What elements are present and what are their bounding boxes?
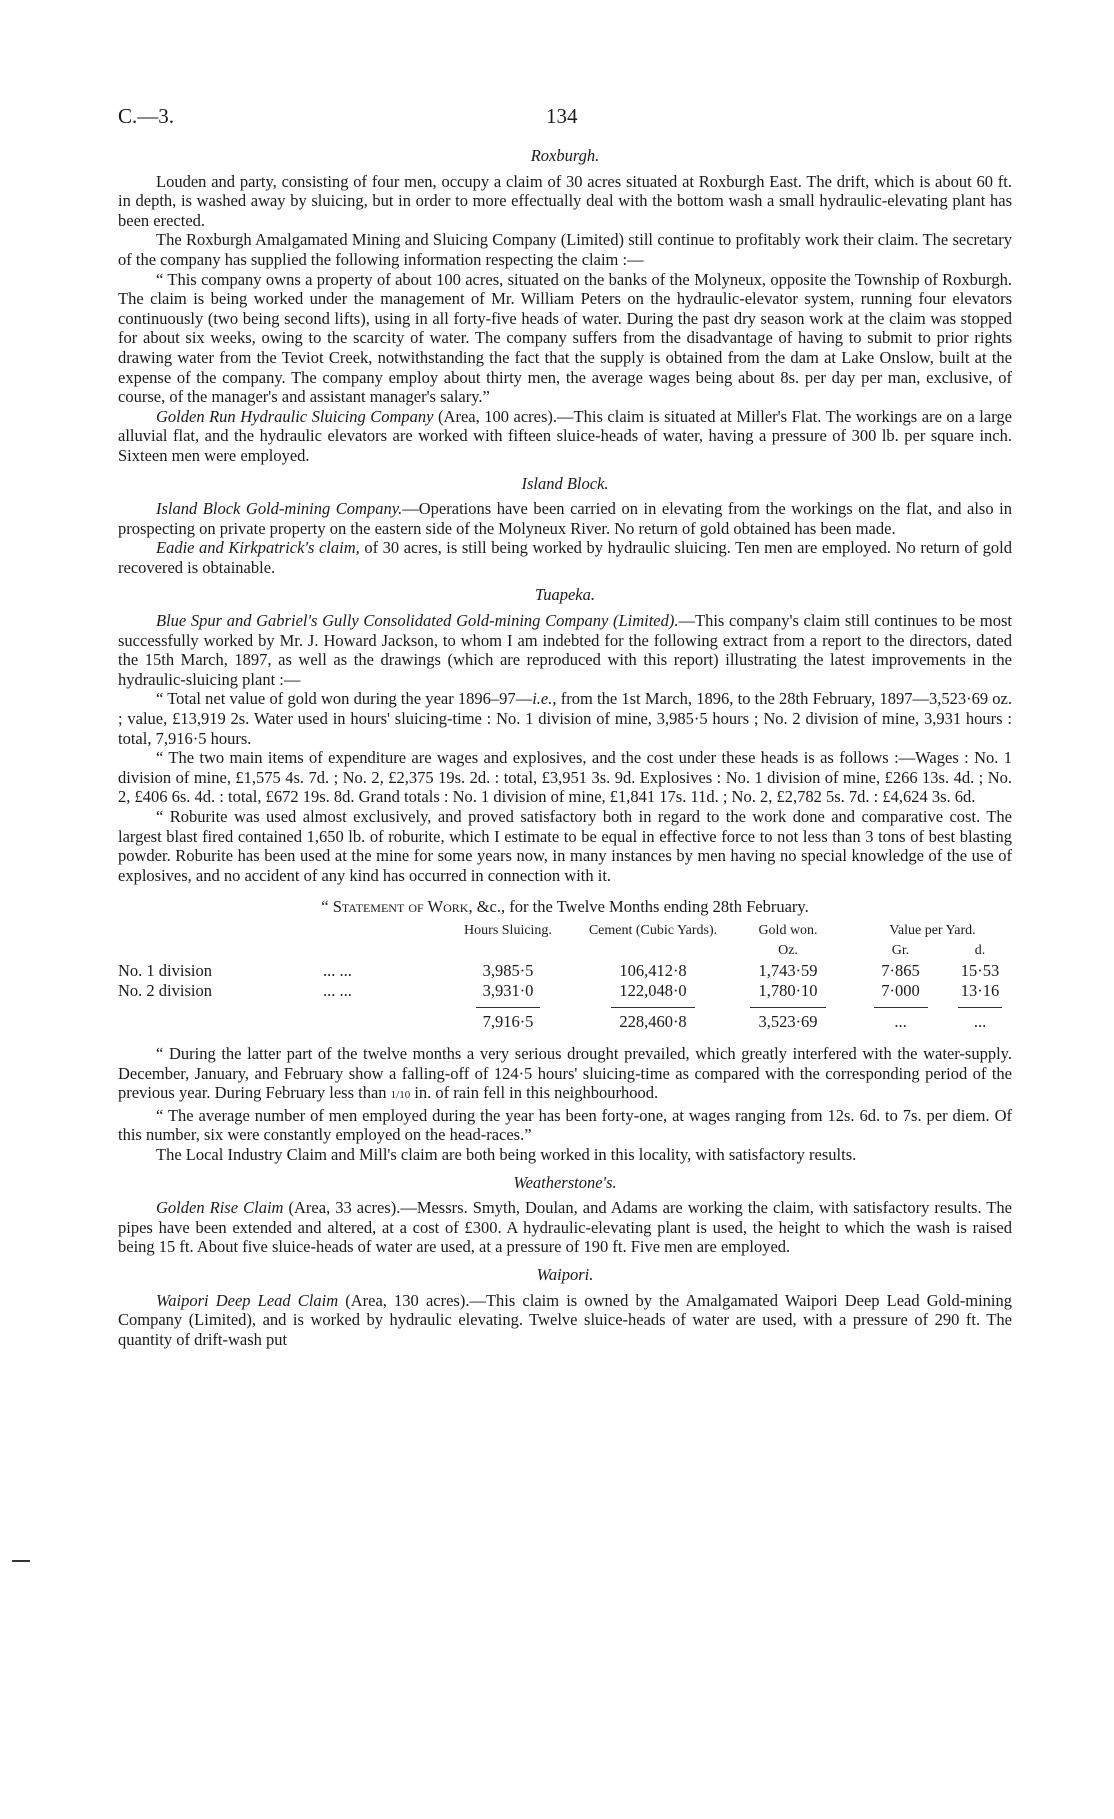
cell-gr: 7·000 xyxy=(881,980,920,1000)
quoted-paragraph xyxy=(118,1044,1012,1106)
claim-text: (Area, 33 acres).—Messrs. Smyth, Doulan, and Adams are working the claim, with satisfactory results. The pipes have been extended and altered, at a cost of £300. A hydraulic-elevating plant is used, the height to which the wash is raised being 15 ft. About five sluice-heads of water are used, at a pressure of 190 ft. Five men are employed. xyxy=(118,1198,1013,1257)
total-gold: 3,523·69 xyxy=(758,1011,818,1031)
cell-cement: 122,048·0 xyxy=(619,980,687,1000)
page-body xyxy=(118,146,1012,1349)
row-label: No. 1 division xyxy=(118,960,212,980)
claim-text: —This company's claim still continues to be most successfully worked by Mr. J. Howard Jackson, to whom I am indebted for the following extract from a report to the directors, dated the 15th March, 1897, as well as the drawings (which are reproduced with this report) illustrating the latest improvements in the hydraulic-sluicing plant :— xyxy=(118,611,1013,689)
quoted-paragraph: “ The average number of men employed during the year has been forty-one, at wages ranging from 12s. 6d. to 7s. per diem. Of this number, six were constantly employed on the head-races.” xyxy=(118,1105,1012,1145)
fraction: 1/10 xyxy=(390,1089,411,1102)
claim-title: Golden Rise Claim xyxy=(156,1198,284,1218)
unit-d: d. xyxy=(974,942,986,958)
cell-hours: 3,931·0 xyxy=(482,980,534,1000)
unit-gr: Gr. xyxy=(891,942,910,958)
quoted-paragraph: “ This company owns a property of about 100 acres, situated on the banks of the Molyneux, opposite the Township of Roxburgh. The claim is being worked under the management of Mr. William Peters on the hydraulic-elevator system, running four elevators continuously (two being second lifts), using in all forty-five heads of water. During the past dry season work at the claim was stopped for about six weeks, owing to the scarcity of water. The company suffers from the disadvantage of having to submit to prior rights drawing water from the Teviot Creek, notwithstanding the fact that the supply is obtained from the dam at Lake Onslow, built at the expense of the company. The company employ about thirty men, the average wages being about 8s. per day per man, exclusive, of course, of the manager's and assistant manager's salary.” xyxy=(118,269,1012,407)
claim-text: (Area, 100 acres).—This claim is situated at Miller's Flat. The workings are on a large alluvial flat, and the hydraulic elevators are worked with fifteen sluice-heads of water, having a pressure of 300 lb. per square inch. Sixteen men were employed. xyxy=(118,406,1012,465)
leader-dots: ... ... xyxy=(323,980,352,1000)
cell-gold: 1,780·10 xyxy=(758,980,818,1000)
table-units-row xyxy=(118,941,1012,961)
paragraph: The Roxburgh Amalgamated Mining and Sluicing Company (Limited) still continue to profitably work their claim. The secretary of the company has supplied the following information respecting the claim :— xyxy=(118,230,1012,269)
cell-gold: 1,743·59 xyxy=(758,960,818,980)
claim-title: Waipori Deep Lead Claim xyxy=(156,1290,339,1310)
total-gr: ... xyxy=(894,1011,907,1031)
cell-d: 15·53 xyxy=(960,960,1000,980)
claim-title: Eadie and Kirkpatrick's claim, xyxy=(156,538,360,558)
claim-text: of 30 acres, is still being worked by hydraulic sluicing. Ten men are employed. No return of gold recovered is obtainable. xyxy=(118,538,1012,577)
total-cement: 228,460·8 xyxy=(619,1011,687,1031)
text-run: “ Total net value of gold won during the year 1896–97— xyxy=(156,689,533,709)
table-header-row xyxy=(118,921,1012,941)
claim-title: Golden Run Hydraulic Sluicing Company xyxy=(156,406,434,426)
text-run: “ During the latter part of the twelve months a very serious drought prevailed, which greatly interfered with the water-supply. December, January, and February show a falling-off of 124·5 hours' sluicing-time as compared with the corresponding period of the previous year. During February less than xyxy=(118,1043,1012,1103)
statement-title xyxy=(118,897,1012,917)
claim-text: (Area, 130 acres).—This claim is owned by the Amalgamated Waipori Deep Lead Gold-mining Company (Limited), and is worked by hydraulic elevating. Twelve sluice-heads of water are used, with a pressure of 290 ft. The quantity of drift-wash put xyxy=(118,1290,1012,1349)
row-label: No. 2 division xyxy=(118,980,212,1000)
text-run: , from the 1st March, 1896, to the 28th February, 1897—3,523·69 oz. ; value, £13,919 2s. Water used in hours' sluicing-time : No. 1 division of mine, 3,985·5 hours ; No. 2 division of mine, 3,931 hours : total, 7,916·5 hours. xyxy=(118,689,1012,748)
document-code: C.—3. xyxy=(118,104,175,128)
section-heading-roxburgh: Roxburgh. xyxy=(530,146,600,165)
col-header-cement: Cement (Cubic Yards). xyxy=(588,922,718,938)
table-row xyxy=(118,961,1012,981)
table-total-row xyxy=(118,1008,1012,1032)
col-header-value: Value per Yard. xyxy=(889,922,976,938)
paragraph xyxy=(118,611,1012,689)
text-run: in. of rain fell in this neighbourhood. xyxy=(410,1083,659,1103)
cell-gr: 7·865 xyxy=(881,960,920,980)
rule-row xyxy=(118,1001,1012,1008)
section-heading-island-block: Island Block. xyxy=(521,473,609,493)
paragraph: The Local Industry Claim and Mill's claim are both being worked in this locality, with satisfactory results. xyxy=(156,1144,857,1164)
paragraph xyxy=(118,407,1012,466)
col-header-gold: Gold won. xyxy=(758,922,818,938)
text-run: i.e. xyxy=(532,689,553,709)
statement-table xyxy=(118,921,1012,1032)
table-row xyxy=(118,981,1012,1001)
quoted-paragraph xyxy=(118,689,1012,748)
claim-text: —Operations have been carried on in elevating from the workings on the flat, and also in prospecting on private property on the eastern side of the Molyneux River. No return of gold obtained has been made. xyxy=(118,499,1012,538)
paragraph: Louden and party, consisting of four men, occupy a claim of 30 acres situated at Roxburgh East. The drift, which is about 60 ft. in depth, is washed away by sluicing, but in order to more effectually deal with the bottom wash a small hydraulic-elevating plant has been erected. xyxy=(118,171,1012,230)
cell-hours: 3,985·5 xyxy=(482,960,534,980)
unit-oz: Oz. xyxy=(778,942,798,958)
paragraph xyxy=(118,538,1012,577)
total-d: ... xyxy=(973,1011,987,1031)
claim-title: Blue Spur and Gabriel's Gully Consolidated Gold-mining Company (Limited). xyxy=(156,611,679,631)
margin-mark xyxy=(12,1560,30,1562)
section-heading-tuapeka: Tuapeka. xyxy=(534,585,596,605)
statement-title-rest: &c., for the Twelve Months ending 28th February. xyxy=(472,897,809,917)
paragraph xyxy=(118,1291,1012,1350)
cell-cement: 106,412·8 xyxy=(619,960,687,980)
col-header-hours: Hours Sluicing. xyxy=(464,922,552,938)
page-number: 134 xyxy=(546,104,578,128)
statement-title-smallcaps: “ Statement of Work, xyxy=(321,897,473,917)
section-heading-weatherstones: Weatherstone's. xyxy=(513,1172,617,1192)
paragraph xyxy=(118,1198,1012,1257)
cell-d: 13·16 xyxy=(960,980,1000,1000)
leader-dots: ... ... xyxy=(323,960,352,980)
claim-title: Island Block Gold-mining Company. xyxy=(156,499,403,519)
section-heading-waipori: Waipori. xyxy=(536,1264,594,1284)
paragraph xyxy=(118,499,1012,538)
total-hours: 7,916·5 xyxy=(482,1011,534,1031)
quoted-paragraph: “ The two main items of expenditure are wages and explosives, and the cost under these heads is as follows :—Wages : No. 1 division of mine, £1,575 4s. 7d. ; No. 2, £2,375 19s. 2d. : total, £3,951 3s. 9d. Explosives : No. 1 division of mine, £266 13s. 4d. ; No. 2, £406 6s. 4d. : total, £672 19s. 8d. Grand totals : No. 1 division of mine, £1,841 17s. 11d. ; No. 2, £2,782 5s. 7d. : £4,624 3s. 6d. xyxy=(118,748,1012,807)
quoted-paragraph: “ Roburite was used almost exclusively, and proved satisfactory both in regard to the work done and comparative cost. The largest blast fired contained 1,650 lb. of roburite, which I estimate to be equal in effective force to not less than 3 tons of best blasting powder. Roburite has been used at the mine for some years now, in many instances by men having no special knowledge of the use of explosives, and no accident of any kind has occurred in connection with it. xyxy=(118,807,1012,885)
